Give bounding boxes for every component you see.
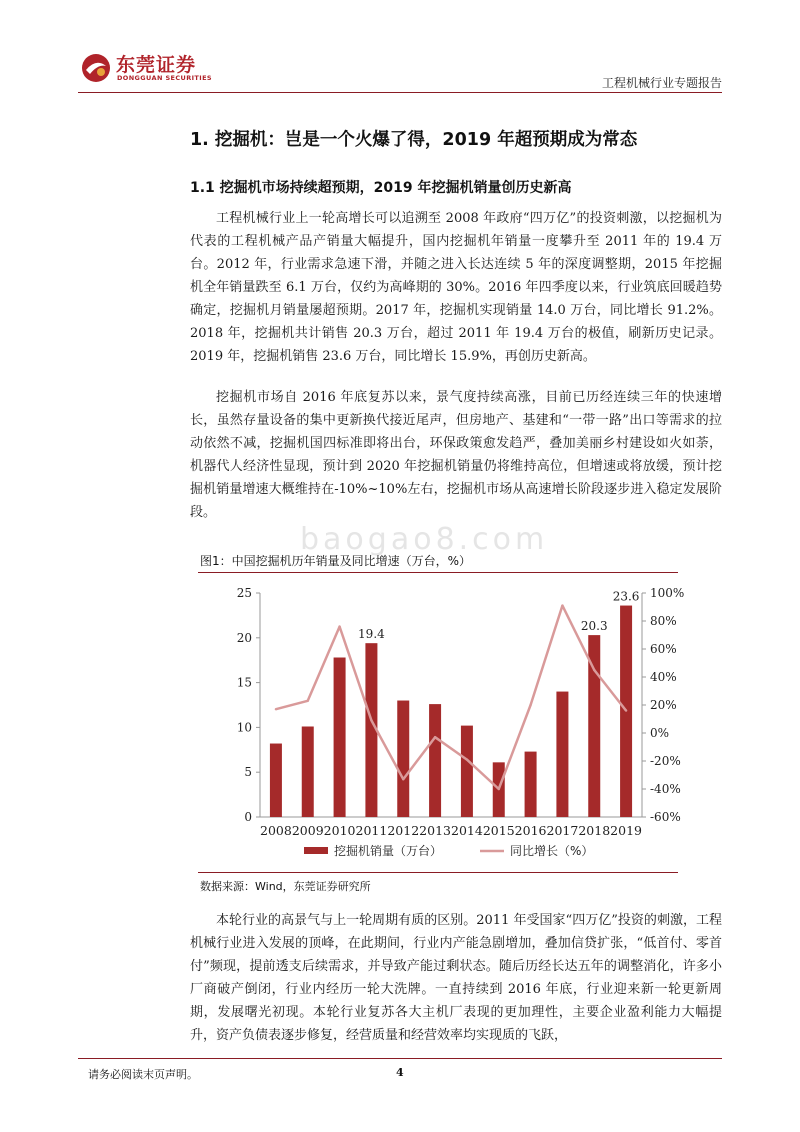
right-axis-tick-label: -60% xyxy=(650,810,681,824)
left-axis-tick-label: 25 xyxy=(236,586,252,600)
figure-title: 图1：中国挖掘机历年销量及同比增速（万台，%） xyxy=(200,554,472,568)
legend-bar-swatch xyxy=(304,847,328,854)
watermark: baogao8.com xyxy=(300,522,549,557)
paragraph-1: 工程机械行业上一轮高增长可以追溯至 2008 年政府“四万亿”的投资刺激，以挖掘机为代表的工程机械产品产销量大幅提升，国内挖掘机年销量一度攀升至 2011 年的 19.4 万台。2012 年，行业需求急速下滑，并随之进入长达连续 5 年的深度调整期，2015 年挖掘机全年销量跌至 6.1 万台，仅约为高峰期的 30%。2016 年四季度以来，行业筑底回暖趋势确定，挖掘机月销量屡超预期。2017 年，挖掘机实现销量 14.0 万台，同比增长 91.2%。2018 年，挖掘机共计销售 20.3 万台，超过 2011 年 19.4 万台的极值，刷新历史记录。2019 年，挖掘机销售 23.6 万台，同比增长 15.9%，再创历史新高。 xyxy=(190,211,722,364)
left-axis-tick-label: 10 xyxy=(236,720,252,735)
x-tick-label: 2016 xyxy=(514,823,547,838)
growth-line xyxy=(276,606,626,789)
bar-2013 xyxy=(429,704,441,817)
growth-point-2018 xyxy=(593,669,595,671)
growth-point-2016 xyxy=(529,704,531,706)
growth-point-2019 xyxy=(625,709,627,711)
x-tick-label: 2018 xyxy=(578,823,611,838)
growth-point-2009 xyxy=(307,700,309,702)
left-axis-tick-label: 0 xyxy=(244,810,252,824)
header-divider xyxy=(78,92,722,93)
legend-bar-label: 挖掘机销量（万台） xyxy=(334,844,443,858)
footer-disclaimer: 请务必阅读末页声明。 xyxy=(88,1068,198,1081)
x-tick-label: 2013 xyxy=(419,823,451,838)
growth-point-2011 xyxy=(370,719,372,721)
x-tick-label: 2012 xyxy=(387,823,420,838)
right-axis-tick-label: -40% xyxy=(650,782,681,796)
growth-point-2008 xyxy=(275,708,277,710)
bar-2009 xyxy=(302,727,314,817)
right-axis-tick-label: 20% xyxy=(650,698,677,712)
figure-top-rule xyxy=(198,572,678,573)
paragraph-2: 挖掘机市场自 2016 年底复苏以来，景气度持续高涨，目前已历经连续三年的快速增长，虽然存量设备的集中更新换代接近尾声，但房地产、基建和“一带一路”出口等需求的拉动依然不减，挖掘机国四标准即将出台，环保政策愈发趋严，叠加美丽乡村建设如火如荼，机器代人经济性显现，预计到 2020 年挖掘机销量仍将维持高位，但增速或将放缓，预计挖掘机销量增速大概维持在-10%~10%左右，挖掘机市场从高速增长阶段逐步进入稳定发展阶段。 xyxy=(190,390,722,520)
growth-point-2012 xyxy=(402,778,404,780)
growth-point-2017 xyxy=(561,604,563,606)
bar-2017 xyxy=(556,692,568,817)
bar-data-label: 23.6 xyxy=(612,589,640,604)
bar-2008 xyxy=(270,744,282,817)
figure-bottom-rule xyxy=(198,872,678,873)
left-axis-tick-label: 15 xyxy=(236,675,252,690)
footer-divider xyxy=(78,1058,722,1059)
bar-data-label: 20.3 xyxy=(580,619,608,634)
left-axis-tick-label: 5 xyxy=(244,765,252,780)
right-axis-tick-label: 0% xyxy=(650,726,670,740)
figure-source: 数据来源：Wind，东莞证券研究所 xyxy=(200,880,371,893)
x-tick-label: 2008 xyxy=(260,823,292,838)
left-axis-tick-label: 20 xyxy=(236,630,252,645)
subsection-heading: 1.1 挖掘机市场持续超预期，2019 年挖掘机销量创历史新高 xyxy=(190,180,572,196)
bar-2012 xyxy=(397,701,409,817)
right-axis-tick-label: 100% xyxy=(650,586,685,600)
right-axis-tick-label: 60% xyxy=(650,642,677,656)
bar-2014 xyxy=(461,726,473,817)
x-tick-label: 2011 xyxy=(355,823,388,838)
x-tick-label: 2010 xyxy=(323,823,356,838)
growth-point-2015 xyxy=(498,788,500,790)
growth-point-2013 xyxy=(434,736,436,738)
right-axis-tick-label: 80% xyxy=(650,614,677,628)
logo-text: 东莞证券 xyxy=(116,54,197,76)
section-heading: 1. 挖掘机：岂是一个火爆了得，2019 年超预期成为常态 xyxy=(190,130,638,150)
right-axis-tick-label: 40% xyxy=(650,670,677,684)
logo-mark-icon xyxy=(80,52,112,84)
x-tick-label: 2015 xyxy=(482,823,515,838)
logo-subtext: DONGGUAN SECURITIES xyxy=(117,74,213,82)
x-tick-label: 2009 xyxy=(291,823,324,838)
paragraph-3: 本轮行业的高景气与上一轮周期有质的区别。2011 年受国家“四万亿”投资的刺激，工程机械行业进入发展的顶峰，在此期间，行业内产能急剧增加，叠加信贷扩张，“低首付、零首付”频现，提前透支后续需求，并导致产能过剩状态。随后历经长达五年的调整消化，许多小厂商破产倒闭，行业内经历一轮大洗牌。一直持续到 2016 年底，行业迎来新一轮更新周期，发展曙光初现。本轮行业复苏各大主机厂表现的更加理性，主要企业盈利能力大幅提升，资产负债表逐步修复，经营质量和经营效率均实现质的飞跃， xyxy=(190,913,722,1043)
bar-data-label: 19.4 xyxy=(358,627,385,642)
growth-point-2010 xyxy=(338,625,340,627)
right-axis-tick-label: -20% xyxy=(650,754,681,768)
x-tick-label: 2019 xyxy=(610,823,642,838)
report-title: 工程机械行业专题报告 xyxy=(601,76,722,90)
bar-2016 xyxy=(525,752,537,817)
growth-point-2014 xyxy=(466,758,468,760)
bar-2010 xyxy=(334,658,346,817)
page-number: 4 xyxy=(396,1066,404,1079)
company-logo xyxy=(80,50,230,86)
legend-line-label: 同比增长（%） xyxy=(510,844,594,858)
excavator-sales-chart xyxy=(198,577,685,869)
x-tick-label: 2017 xyxy=(546,823,579,838)
x-tick-label: 2014 xyxy=(451,823,483,838)
